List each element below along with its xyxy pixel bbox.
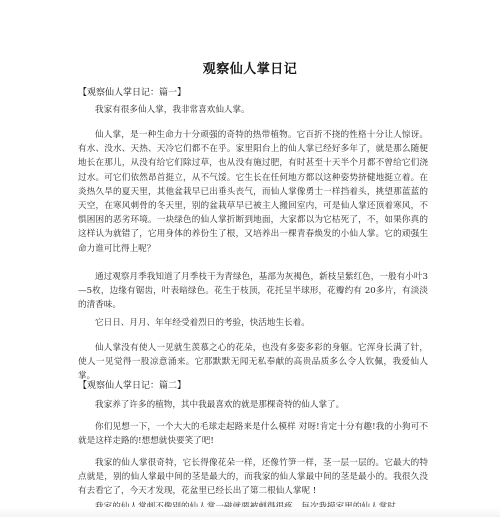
page-bottom-shade xyxy=(0,507,500,517)
paragraph-7: 你们见想一下，一个大大的毛球走起路来是什么模样 对呀!肯定十分有趣!我的小狗可不就是这样走路的!想想就快要笑了吧! xyxy=(78,422,428,447)
section-heading-2: 【观察仙人掌日记：篇二】 xyxy=(78,381,187,391)
paragraph-3: 通过观察月季我知道了月季枝干为青绿色，基部为灰褐色，新枝呈紫红色，一般有小叶3—5枚，边缘有锯齿，叶表暗绿色。花生于枝顶，花托呈半球形，花瓣约有 20多片，有淡淡的清香味。 xyxy=(78,272,428,311)
paragraph-4: 它日日、月月、年年经受着烈日的考验，快活地生长着。 xyxy=(95,318,310,328)
paragraph-2: 仙人掌，是一种生命力十分顽强的奇特的热带植物。它百折不挠的性格十分让人惊讶。有水、没水、天热、天冷它们都不在乎。家里阳台上的仙人掌已经好多年了，就是那么随便地长在那儿，从没有给它们除过草，也从没有施过肥，有时甚至十天半个月都不曾给它们浇过水。可它们依然昂首挺立，从不气馁。它生长在任何地方都以这种姿势挤健地挺立着。在炎热久旱的夏天里，其他盆栽早已出垂头丧气，而仙人掌像勇士一样挡着头，挑望那蓝蓝的天空，在寒风刺骨的冬天里，别的盆栽草早已被主人搬回室内，可是仙人掌还顶着寒风，不惧困困的恶劣环境。一块绿色的仙人掌折断到地面，大家都以为它枯死了，不，如果你真的这样认为就错了，它用身体的养份生了根，又培养出一棵青春焕发的小仙人掌。它的顽强生命力谁可比得上呢？ xyxy=(78,130,428,254)
section-heading-1: 【观察仙人掌日记：篇一】 xyxy=(78,88,187,98)
paragraph-5: 仙人掌没有使人一见就生羡慕之心的花朵，也没有多姿多彩的身躯。它浑身长满了针，使人一见觉得一股凉意涌来。它那默默无闻无私奉献的高贵品质多么令人钦佩，我爱仙人掌。 xyxy=(78,343,428,382)
paragraph-1: 我家有很多仙人掌，我非常喜欢仙人掌。 xyxy=(95,105,250,115)
document-title: 观察仙人掌日记 xyxy=(202,62,298,77)
paragraph-8: 我家的仙人掌很奇特，它长得像花朵一样，还像竹笋一样，茎一层一层的。它最大的特点就是，别的仙人掌最中间的茎是最大的，而我家的仙人掌最中间的茎是最小的。我很久没有去看它了，今天才发现，花盆里已经长出了第二根仙人掌呢 ! xyxy=(78,458,428,497)
paragraph-6: 我家养了许多的植物，其中我最喜欢的就是那棵奇特的仙人掌了。 xyxy=(95,400,345,410)
